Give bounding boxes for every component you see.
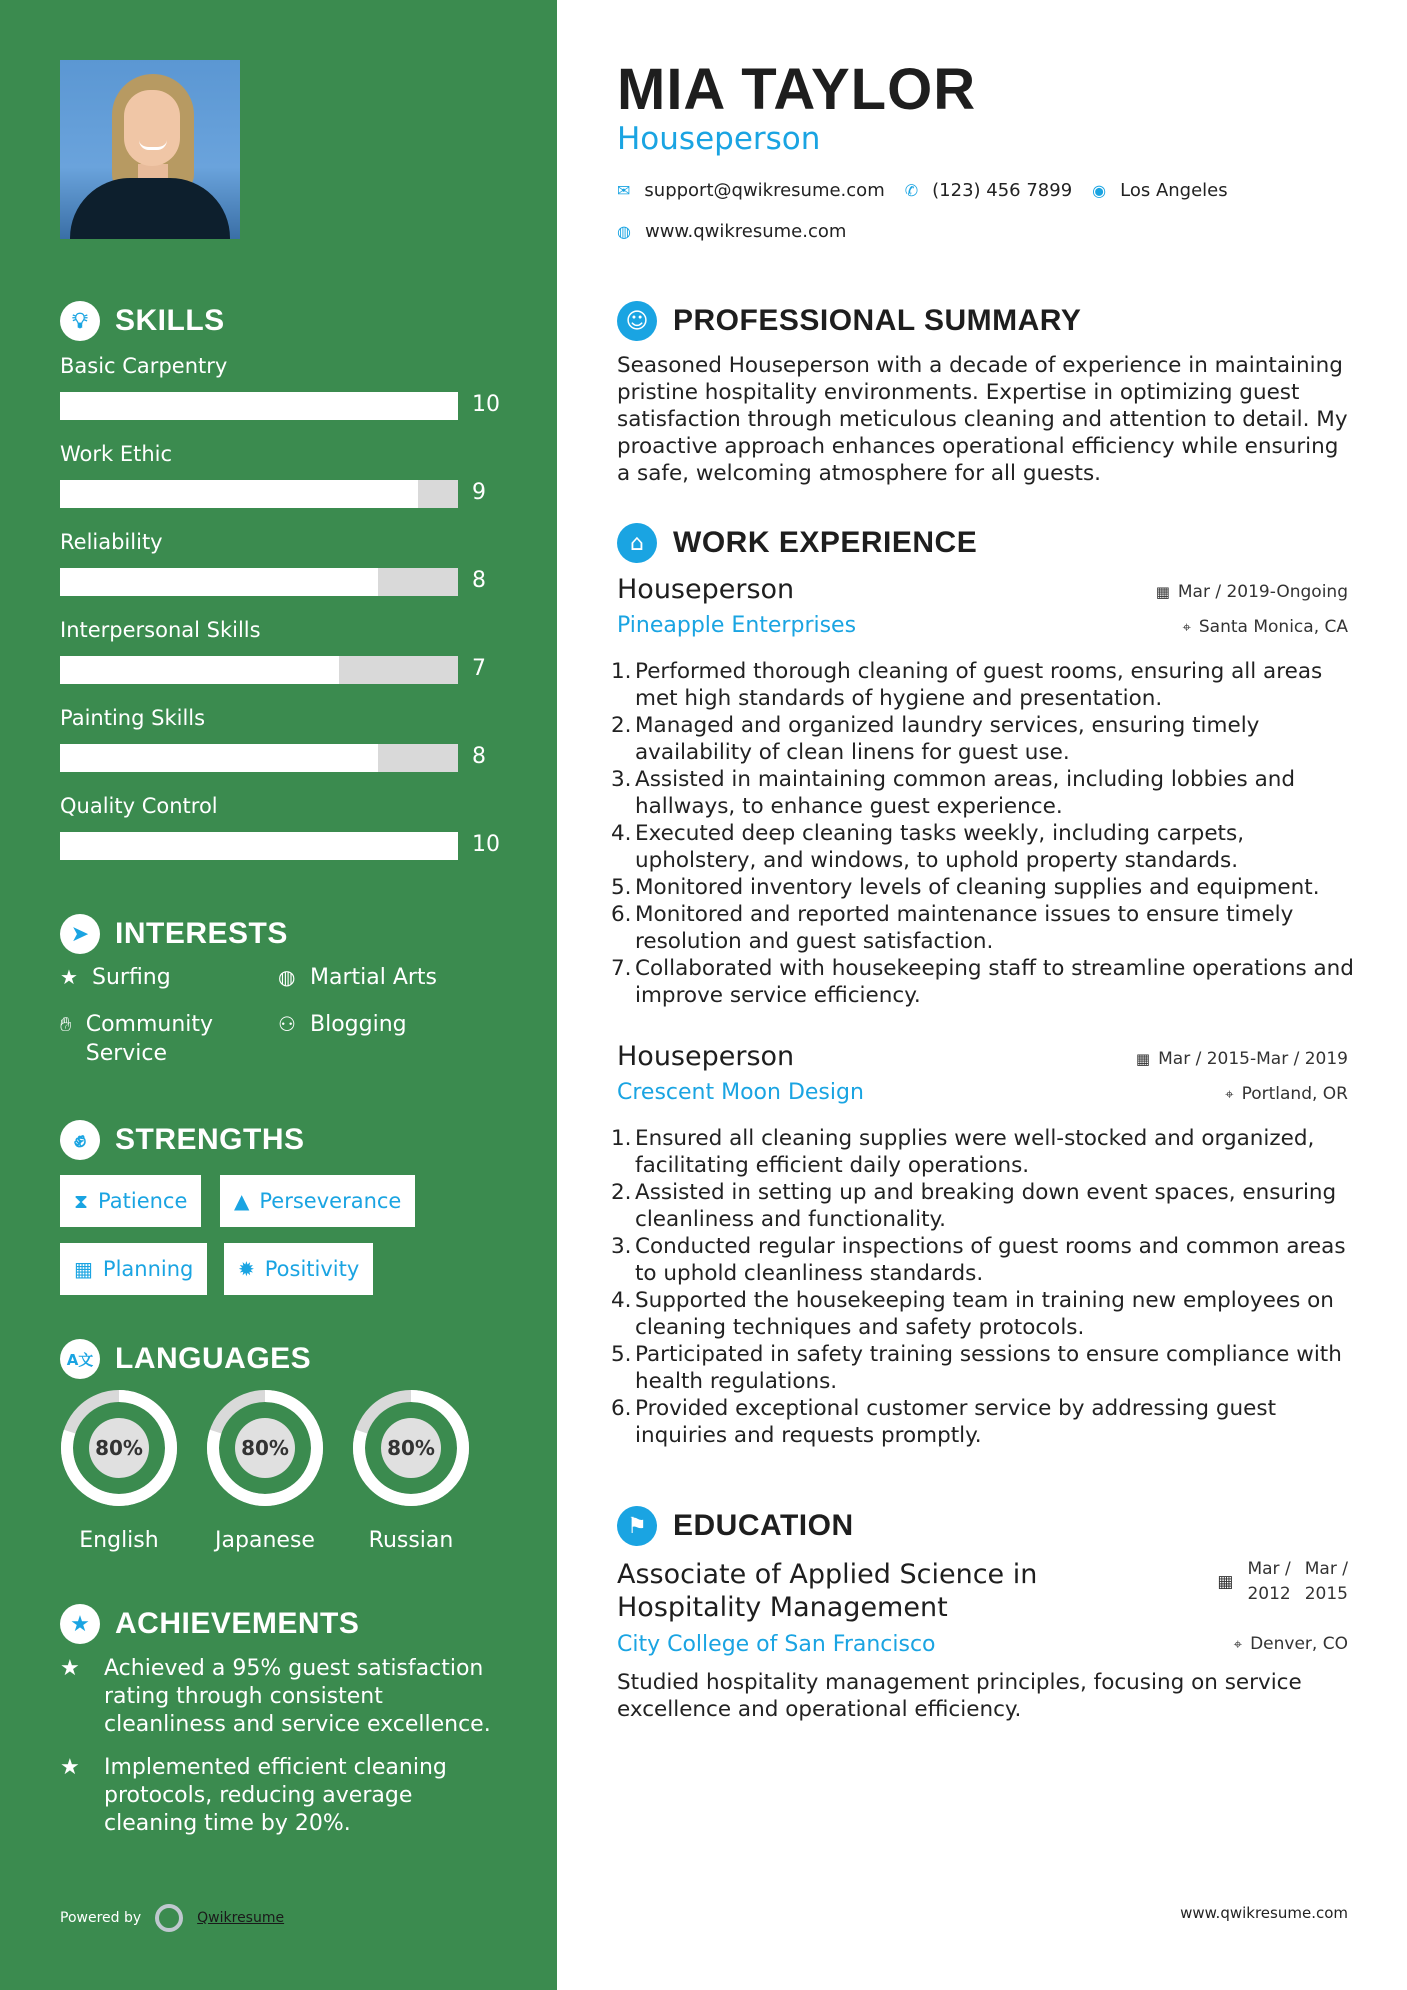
profile-photo [60,60,240,239]
list-item: 4. Executed deep cleaning tasks weekly, including carpets, upholstery, and windows, to uphold property standards. [611,821,1245,873]
skill-bar-fill [60,568,378,596]
skill-bar [60,832,458,860]
skill-label: Basic Carpentry [60,354,228,378]
globe-icon: ◍ [617,222,631,241]
hourglass-icon: ⧗ [74,1189,89,1213]
contact-row [617,180,1228,201]
skills-heading: 💡︎ SKILLS [60,301,225,341]
job-bullets [611,658,1359,1009]
skill-label: Quality Control [60,794,218,818]
interest-item: ✋︎ Community Service [60,1012,214,1066]
language-item [57,1386,181,1553]
strength-badge: ✹ Positivity [224,1243,373,1295]
language-percent: 80% [89,1418,149,1478]
skill-bar [60,568,458,596]
email-link[interactable]: support@qwikresume.com [644,180,885,201]
language-name: Russian [368,1528,454,1553]
award-star-icon: ★ [60,1604,100,1644]
powered-by: Powered by Qwikresume [60,1904,284,1932]
education-description: Studied hospitality management principles, focusing on service excellence and operational efficiency. [617,1670,1302,1722]
pin-icon: ⌖ [1182,618,1191,636]
skill-bar-fill [60,656,339,684]
job-title: Houseperson [617,574,795,605]
list-item: 6. Provided exceptional customer service by addressing guest inquiries and requests promptly. [611,1396,1277,1448]
website-link[interactable]: www.qwikresume.com [644,221,847,242]
list-item: 2. Managed and organized laundry services, ensuring timely availability of clean linens for guest use. [611,713,1260,765]
user-icon: ☺ [617,301,657,341]
skill-bar-fill [60,832,458,860]
job-location: ⌖ Santa Monica, CA [1182,617,1348,637]
languages-heading: A文 LANGUAGES [60,1339,311,1379]
paper-plane-icon: ➤ [60,914,100,954]
language-name: English [79,1528,159,1553]
achievement-item: ★ Implemented efficient cleaning protocols, reducing average cleaning time by 20%. [60,1755,447,1836]
list-item: 7. Collaborated with housekeeping staff to streamline operations and improve service efficiency. [611,956,1354,1008]
skill-bar-fill [60,392,458,420]
job-dates: ▦ Mar / 2015-Mar / 2019 [1135,1049,1348,1069]
pin-icon: ⌖ [1225,1085,1234,1103]
interest-item: ◍ Martial Arts [278,965,438,990]
job-dates: ▦ Mar / 2019-Ongoing [1155,582,1348,602]
education-heading: ⚑ EDUCATION [617,1506,854,1546]
skill-bar [60,480,458,508]
phone-text: (123) 456 7899 [932,180,1073,201]
location-text: Los Angeles [1120,180,1228,201]
skill-label: Reliability [60,530,163,554]
language-item [349,1386,473,1553]
language-percent: 80% [381,1418,441,1478]
language-icon: A文 [60,1339,100,1379]
language-name: Japanese [215,1528,315,1553]
star-icon: ★ [60,965,78,989]
list-item: 3. Conducted regular inspections of guest rooms and common areas to uphold cleanliness standards. [611,1234,1346,1286]
strengths-heading: ✊︎ STRENGTHS [60,1120,305,1160]
job-location: ⌖ Portland, OR [1225,1084,1348,1104]
job-title: Houseperson [617,1041,795,1072]
strength-badge: ⧗ Patience [60,1175,201,1227]
achievements-heading: ★ ACHIEVEMENTS [60,1604,359,1644]
language-percent: 80% [235,1418,295,1478]
envelope-icon: ✉ [617,181,631,200]
calendar-icon: ▦ [74,1257,93,1281]
skill-bar-fill [60,480,418,508]
experience-heading: ⌂ WORK EXPERIENCE [617,523,977,563]
chair-icon: ⌂ [617,523,657,563]
education-location: ⌖ Denver, CO [1233,1634,1348,1654]
strength-badge: ▦ Planning [60,1243,207,1295]
degree-title: Associate of Applied Science in Hospitality Management [617,1559,1038,1623]
summary-text: Seasoned Houseperson with a decade of experience in maintaining pristine hospitality environments. Expertise in optimizing guest satisfaction through meticulous cleaning and attention to detail. My proactive approach enhances operational efficiency while ensuring a safe, welcoming atmosphere for all guests. [617,353,1348,486]
fist-icon: ✊︎ [60,1120,100,1160]
handshake-icon: ✋︎ [60,1012,72,1036]
globe-icon: ◍ [278,965,296,989]
skill-value: 10 [472,392,500,417]
job-bullets [611,1125,1359,1449]
sun-icon: ✹ [238,1257,255,1281]
skill-bar-fill [60,744,378,772]
job-company: Crescent Moon Design [617,1080,864,1105]
school-name: City College of San Francisco [617,1632,936,1657]
skill-value: 8 [472,568,486,593]
language-progress-ring [57,1386,181,1510]
graduation-cap-icon: ⚑ [617,1506,657,1546]
pin-icon: ⌖ [1233,1635,1243,1653]
interest-item: ⚇ Blogging [278,1012,407,1037]
sidebar [0,0,557,1990]
list-item: 2. Assisted in setting up and breaking down event spaces, ensuring cleanliness and functionality. [611,1180,1337,1232]
skill-label: Work Ethic [60,442,173,466]
skill-bar [60,392,458,420]
skill-value: 7 [472,656,486,681]
calendar-icon: ▦ [1155,583,1170,601]
star-burst-icon: ★ [60,1755,80,1780]
language-progress-ring [203,1386,327,1510]
list-item: 5. Monitored inventory levels of cleaning supplies and equipment. [611,875,1320,900]
skill-bar [60,744,458,772]
job-company: Pineapple Enterprises [617,613,857,638]
strength-badge: ▲ Perseverance [220,1175,415,1227]
lightbulb-icon: 💡︎ [60,301,100,341]
footer-website-link[interactable]: www.qwikresume.com [1180,1904,1348,1922]
calendar-icon: ▦ [1135,1050,1151,1068]
map-pin-icon: ◉ [1092,181,1107,200]
skill-value: 10 [472,832,500,857]
list-item: 1. Ensured all cleaning supplies were well-stocked and organized, facilitating efficient daily operations. [611,1126,1315,1178]
list-item: 5. Participated in safety training sessions to ensure compliance with health regulations. [611,1342,1342,1394]
star-burst-icon: ★ [60,1656,80,1681]
achievement-item: ★ Achieved a 95% guest satisfaction rating through consistent cleanliness and service excellence. [60,1656,491,1737]
candidate-title: Houseperson [617,121,821,157]
list-item: 6. Monitored and reported maintenance issues to ensure timely resolution and guest satisfaction. [611,902,1294,954]
skill-label: Painting Skills [60,706,206,730]
skill-value: 8 [472,744,486,769]
list-item: 3. Assisted in maintaining common areas, including lobbies and hallways, to enhance guest experience. [611,767,1296,819]
skill-label: Interpersonal Skills [60,618,261,642]
interests-heading: ➤ INTERESTS [60,914,288,954]
users-icon: ⚇ [278,1012,296,1036]
phone-icon: ✆ [904,181,919,200]
education-dates: ▦ Mar / 2012 Mar / 2015 [1217,1559,1348,1604]
qwikresume-logo-icon [155,1904,183,1932]
calendar-icon: ▦ [1217,1572,1234,1592]
interest-item: ★ Surfing [60,965,171,990]
website-row [617,221,846,242]
language-item [203,1386,327,1553]
qwikresume-link[interactable]: Qwikresume [197,1910,285,1926]
road-icon: ▲ [234,1189,250,1213]
skill-value: 9 [472,480,486,505]
list-item: 4. Supported the housekeeping team in training new employees on cleaning techniques and safety protocols. [611,1288,1334,1340]
language-progress-ring [349,1386,473,1510]
list-item: 1. Performed thorough cleaning of guest rooms, ensuring all areas met high standards of hygiene and presentation. [611,659,1323,711]
skill-bar [60,656,458,684]
summary-heading: ☺ PROFESSIONAL SUMMARY [617,301,1081,341]
candidate-name: MIA TAYLOR [617,57,977,122]
